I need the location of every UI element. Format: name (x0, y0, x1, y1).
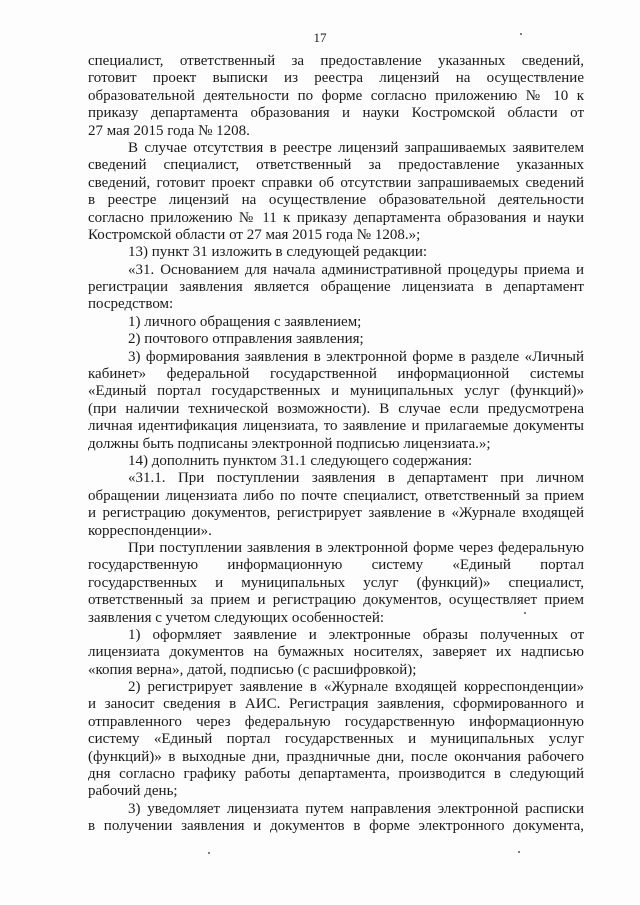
scan-speck (520, 33, 522, 35)
text-line: в реестре лицензий на осуществление образовательной деятельности (88, 192, 584, 209)
text-line: 3) формирования заявления в электронной форме в разделе «Личный (128, 348, 584, 365)
text-line: 3) уведомляет лицензиата путем направления электронной расписки (128, 800, 584, 817)
scan-speck (208, 852, 210, 854)
text-line: регистрации заявления является обращение лицензиата в департамент (88, 279, 584, 296)
text-line: отправленного через федеральную государственную информационную (88, 713, 584, 730)
paragraph (88, 470, 584, 540)
text-line: «Единый портал государственных и муниципальных услуг (функций)» (88, 383, 584, 400)
paragraph (88, 349, 584, 453)
text-line: «31. Основанием для начала административной процедуры приема и (128, 261, 584, 278)
paragraph (88, 262, 584, 314)
text-line: «31.1. При поступлении заявления в департамент при личном (128, 470, 584, 487)
paragraph (88, 244, 584, 261)
text-line: рабочий день; (88, 783, 178, 800)
text-line: специалист, ответственный за предоставление указанных сведений, (88, 53, 584, 69)
text-line: посредством: (88, 296, 174, 313)
text-line: обращении лицензиата либо по почте специалист, ответственный за прием (88, 487, 584, 504)
text-line: При поступлении заявления в электронной форме через федеральную (128, 539, 584, 556)
page-number: 17 (313, 30, 327, 45)
text-line: личная идентификация лицензиата, то заявление и прилагаемые документы (88, 418, 584, 435)
text-line: 2) регистрирует заявление в «Журнале входящей корреспонденции» (128, 679, 584, 696)
paragraph (88, 627, 584, 679)
text-line: приказу департамента образования и науки Костромской области от (88, 105, 584, 122)
text-line: в получении заявления и документов в форме электронного документа, (88, 818, 584, 835)
text-line: корреспонденции». (88, 522, 212, 539)
paragraph (88, 801, 584, 836)
text-line: и заносит сведения в АИС. Регистрация заявления, сформированного и (88, 696, 584, 713)
text-line: кабинет» федеральной государственной информационной системы (88, 366, 584, 383)
text-line: систему «Единый портал государственных и муниципальных услуг (88, 731, 584, 748)
text-line: 1) личного обращения с заявлением; (128, 313, 362, 330)
text-line: ответственный за прием и регистрацию документов, осуществляет прием (88, 592, 584, 609)
text-line: и регистрацию документов, регистрирует заявление в «Журнале входящей (88, 505, 584, 522)
text-line: Костромской области от 27 мая 2015 года № 1208.»; (88, 226, 421, 243)
paragraph (88, 314, 584, 331)
text-line: образовательной деятельности по форме согласно приложению № 10 к (88, 87, 584, 104)
text-line: согласно приложению № 11 к приказу департамента образования и науки (88, 209, 584, 226)
paragraph (88, 540, 584, 627)
paragraph (88, 453, 584, 470)
text-line: лицензиата документов на бумажных носителях, заверяет их надписью (88, 644, 584, 661)
text-line: дня согласно графику работы департамента, производится в следующий (88, 766, 584, 783)
text-line: должны быть подписаны электронной подписью лицензиата.»; (88, 435, 491, 452)
text-line: сведений специалист, ответственный за предоставление указанных (88, 157, 584, 174)
text-line: 13) пункт 31 изложить в следующей редакции: (128, 244, 428, 261)
text-line: 2) почтового отправления заявления; (128, 331, 364, 348)
paragraph (88, 140, 584, 244)
text-line: готовит проект выписки из реестра лицензий на осуществление (88, 70, 584, 87)
text-line: 14) дополнить пунктом 31.1 следующего содержания: (128, 452, 473, 469)
text-line: заявления с учетом следующих особенностей: (88, 609, 385, 626)
text-line: В случае отсутствия в реестре лицензий запрашиваемых заявителем (128, 139, 584, 156)
text-line: государственных и муниципальных услуг (функций)» специалист, (88, 574, 584, 591)
text-line: (функций)» в выходные дни, праздничные дни, после окончания рабочего (88, 748, 584, 765)
paragraph (88, 331, 584, 348)
text-line: сведений, готовит проект справки об отсутствии запрашиваемых сведений (88, 174, 584, 191)
scan-speck (524, 612, 526, 614)
document-body (88, 53, 584, 836)
text-line: 27 мая 2015 года № 1208. (88, 122, 250, 139)
text-line: (при наличии технической возможности). В случае если предусмотрена (88, 400, 584, 417)
text-line: «копия верна», датой, подписью (с расшифровкой); (88, 661, 417, 678)
paragraph (88, 679, 584, 801)
paragraph (88, 53, 584, 140)
text-line: 1) оформляет заявление и электронные образы полученных от (128, 626, 584, 643)
text-line: государственную информационную систему «Единый портал (88, 557, 584, 574)
scan-speck (518, 851, 520, 853)
